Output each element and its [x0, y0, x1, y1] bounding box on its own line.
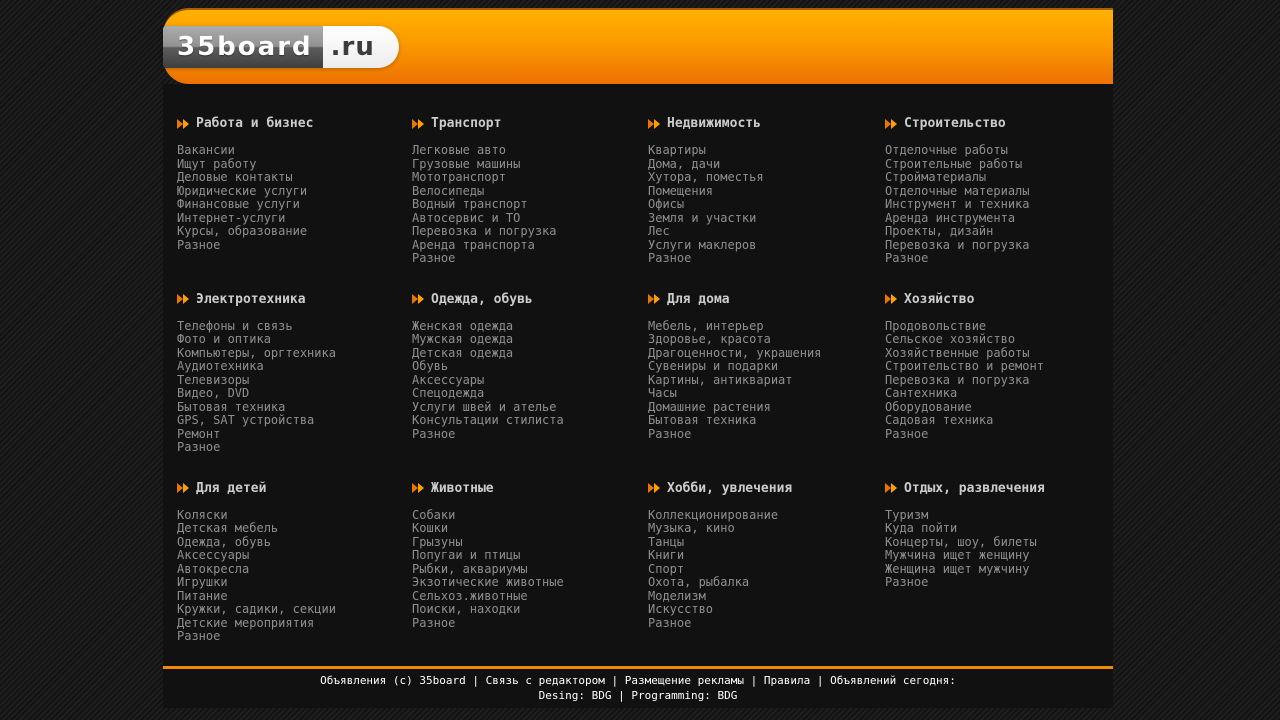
category-link[interactable]: Разное: [177, 237, 221, 252]
category-section: [648, 292, 885, 442]
category-link[interactable]: Автосервис и ТО: [412, 210, 521, 225]
footer-link[interactable]: Размещение рекламы: [624, 674, 744, 687]
category-link[interactable]: Сельское хозяйство: [885, 332, 1016, 346]
category-link-list: [412, 320, 648, 442]
site-wrapper: [163, 0, 1113, 708]
category-title-label: Работа и бизнес: [196, 116, 314, 131]
category-link[interactable]: Аксессуары: [412, 372, 485, 387]
category-link[interactable]: Питание: [177, 588, 228, 603]
category-link[interactable]: Домашние растения: [648, 399, 771, 414]
category-link[interactable]: Спорт: [648, 561, 685, 576]
double-arrow-icon: [412, 294, 424, 304]
category-link[interactable]: Разное: [177, 440, 221, 454]
category-link[interactable]: Строительство и ремонт: [885, 359, 1044, 373]
category-section: [885, 116, 1103, 266]
category-link[interactable]: Перевозка и погрузка: [885, 372, 1030, 387]
category-link[interactable]: Сельхоз.животные: [412, 588, 528, 603]
category-title[interactable]: [885, 292, 1103, 307]
category-link[interactable]: Моделизм: [648, 588, 706, 603]
category-link[interactable]: Помещения: [648, 183, 714, 198]
category-link[interactable]: Собаки: [412, 507, 456, 522]
category-link[interactable]: Спецодежда: [412, 386, 485, 400]
category-link[interactable]: Легковые авто: [412, 143, 506, 157]
category-link[interactable]: Грузовые машины: [412, 156, 521, 171]
footer-separator: |: [604, 674, 625, 687]
category-link[interactable]: Проекты, дизайн: [885, 224, 994, 238]
category-link[interactable]: Игрушки: [177, 575, 228, 589]
category-link[interactable]: Лес: [648, 224, 670, 238]
category-link[interactable]: Здоровье, красота: [648, 332, 771, 346]
category-link[interactable]: Музыка, кино: [648, 521, 735, 535]
footer-text: Объявлений сегодня:: [830, 674, 956, 687]
category-link[interactable]: Мебель, интерьер: [648, 318, 764, 333]
category-link[interactable]: Детская одежда: [412, 345, 514, 360]
category-link[interactable]: Бытовая техника: [648, 413, 757, 427]
category-title[interactable]: [412, 292, 648, 307]
category-link[interactable]: Перевозка и погрузка: [885, 237, 1030, 252]
category-link[interactable]: Деловые контакты: [177, 170, 293, 184]
category-link[interactable]: Драгоценности, украшения: [648, 345, 822, 360]
category-title-label: Транспорт: [431, 116, 502, 131]
category-link[interactable]: Кружки, садики, секции: [177, 602, 336, 616]
category-link[interactable]: Отделочные работы: [885, 143, 1008, 157]
category-title[interactable]: [177, 292, 412, 307]
double-arrow-icon: [412, 119, 424, 129]
double-arrow-icon: [177, 119, 189, 129]
category-title-label: Для детей: [196, 480, 267, 496]
footer-link[interactable]: Правила: [763, 674, 811, 687]
category-link[interactable]: Видео, DVD: [177, 386, 250, 400]
category-title-label: Строительство: [904, 116, 1006, 131]
category-link[interactable]: Аксессуары: [177, 548, 250, 562]
category-title[interactable]: [412, 481, 648, 496]
category-title[interactable]: [177, 481, 412, 496]
footer-credits: Desing: BDG | Programming: BDG: [538, 689, 738, 702]
category-link[interactable]: Интернет-услуги: [177, 210, 286, 225]
category-title-label: Электротехника: [196, 291, 306, 307]
category-link-list: [648, 320, 885, 442]
category-link[interactable]: Мужчина ищет женщину: [885, 548, 1030, 562]
category-section: [177, 116, 412, 252]
category-link[interactable]: Мужская одежда: [412, 332, 514, 346]
category-link[interactable]: Коллекционирование: [648, 507, 779, 522]
category-link[interactable]: Садовая техника: [885, 413, 994, 427]
category-link[interactable]: Водный транспорт: [412, 197, 528, 211]
site-header: [163, 8, 1113, 84]
category-link[interactable]: Мототранспорт: [412, 170, 506, 184]
category-link[interactable]: Телевизоры: [177, 372, 250, 387]
category-link[interactable]: Одежда, обувь: [177, 534, 271, 549]
category-link[interactable]: Поиски, находки: [412, 602, 521, 616]
category-title-label: Хозяйство: [904, 291, 975, 307]
category-link-list: [885, 320, 1103, 442]
site-logo[interactable]: [163, 26, 399, 68]
category-title[interactable]: [177, 116, 412, 131]
category-section: [177, 292, 412, 455]
category-link[interactable]: Женщина ищет мужчину: [885, 561, 1030, 576]
category-link[interactable]: Искусство: [648, 602, 714, 616]
category-link[interactable]: Консультации стилиста: [412, 413, 564, 427]
double-arrow-icon: [885, 483, 897, 493]
category-link[interactable]: Разное: [648, 426, 692, 441]
category-link[interactable]: Вакансии: [177, 143, 235, 157]
category-link-list: [177, 144, 412, 252]
footer-separator: |: [743, 674, 764, 687]
category-link[interactable]: Продовольствие: [885, 318, 987, 333]
logo-tld-text: .ru: [323, 26, 399, 68]
footer-separator: |: [810, 674, 831, 687]
category-title-label: Одежда, обувь: [431, 291, 533, 307]
category-link[interactable]: Экзотические животные: [412, 575, 564, 589]
category-title-label: Для дома: [667, 291, 730, 307]
footer-link[interactable]: Связь с редактором: [485, 674, 605, 687]
category-link-list: [885, 144, 1103, 266]
category-link[interactable]: Кошки: [412, 521, 449, 535]
category-link-list: [177, 509, 412, 644]
category-link[interactable]: Хозяйственные работы: [885, 345, 1030, 360]
double-arrow-icon: [885, 294, 897, 304]
category-link-list: [885, 509, 1103, 590]
category-link[interactable]: Охота, рыбалка: [648, 575, 750, 589]
category-link[interactable]: Земля и участки: [648, 210, 757, 225]
category-section: [412, 481, 648, 631]
category-title[interactable]: [885, 116, 1103, 131]
category-link-list: [412, 509, 648, 631]
site-footer: [163, 666, 1113, 708]
categories-grid: [163, 84, 1113, 666]
category-section: [412, 116, 648, 266]
category-link[interactable]: Детская мебель: [177, 521, 279, 535]
category-link[interactable]: Куда пойти: [885, 521, 958, 535]
category-link[interactable]: Автокресла: [177, 561, 250, 576]
category-link-list: [177, 320, 412, 455]
category-link[interactable]: Концерты, шоу, билеты: [885, 534, 1037, 549]
category-link-list: [648, 144, 885, 266]
category-link[interactable]: Услуги швей и ателье: [412, 399, 557, 414]
category-link[interactable]: Коляски: [177, 507, 228, 522]
category-link[interactable]: Грызуны: [412, 534, 463, 549]
category-link[interactable]: Разное: [648, 615, 692, 630]
category-link[interactable]: Разное: [885, 426, 929, 441]
category-link[interactable]: Разное: [412, 615, 456, 630]
category-link[interactable]: Компьютеры, оргтехника: [177, 345, 336, 360]
category-section: [648, 481, 885, 631]
category-section: [412, 292, 648, 442]
category-link-list: [648, 509, 885, 631]
footer-separator: |: [465, 674, 486, 687]
double-arrow-icon: [648, 119, 660, 129]
category-section: [885, 292, 1103, 442]
category-link[interactable]: Разное: [885, 251, 929, 265]
category-title-label: Недвижимость: [667, 116, 761, 131]
category-section: [648, 116, 885, 266]
category-link[interactable]: Фото и оптика: [177, 332, 271, 346]
category-link[interactable]: Юридические услуги: [177, 183, 308, 198]
category-title[interactable]: [648, 292, 885, 307]
category-link[interactable]: Телефоны и связь: [177, 318, 293, 333]
category-link[interactable]: Бытовая техника: [177, 399, 286, 414]
category-link[interactable]: Ищут работу: [177, 156, 257, 171]
category-link[interactable]: Туризм: [885, 507, 929, 522]
category-link[interactable]: Отделочные материалы: [885, 183, 1030, 198]
category-link[interactable]: Женская одежда: [412, 318, 514, 333]
footer-text: Объявления (c) 35board: [320, 674, 466, 687]
category-link[interactable]: GPS, SAT устройства: [177, 413, 315, 427]
category-link[interactable]: Хутора, поместья: [648, 170, 764, 184]
category-link[interactable]: Строительные работы: [885, 156, 1023, 171]
category-title[interactable]: [648, 481, 885, 496]
category-link[interactable]: Детские мероприятия: [177, 615, 315, 630]
category-link[interactable]: Квартиры: [648, 143, 706, 157]
category-link[interactable]: Аренда транспорта: [412, 237, 535, 252]
category-link[interactable]: Аренда инструмента: [885, 210, 1016, 225]
footer-links-row: [163, 669, 1113, 688]
category-title[interactable]: [885, 481, 1103, 496]
category-link[interactable]: Разное: [412, 251, 456, 265]
category-link[interactable]: Разное: [648, 251, 692, 265]
category-link[interactable]: Рыбки, аквариумы: [412, 561, 528, 576]
category-link[interactable]: Ремонт: [177, 426, 221, 441]
category-link[interactable]: Курсы, образование: [177, 224, 308, 238]
category-link[interactable]: Картины, антиквариат: [648, 372, 793, 387]
category-link[interactable]: Часы: [648, 386, 677, 400]
double-arrow-icon: [177, 483, 189, 493]
category-title[interactable]: [648, 116, 885, 131]
double-arrow-icon: [177, 294, 189, 304]
category-title-label: Хобби, увлечения: [667, 480, 793, 496]
category-link[interactable]: Обувь: [412, 359, 449, 373]
category-link[interactable]: Сувениры и подарки: [648, 359, 779, 373]
category-link[interactable]: Офисы: [648, 197, 685, 211]
category-link[interactable]: Перевозка и погрузка: [412, 224, 557, 238]
category-title[interactable]: [412, 116, 648, 131]
double-arrow-icon: [885, 119, 897, 129]
category-link[interactable]: Книги: [648, 548, 685, 562]
category-link[interactable]: Дома, дачи: [648, 156, 721, 171]
category-title-label: Отдых, развлечения: [904, 480, 1045, 496]
category-link[interactable]: Разное: [885, 575, 929, 589]
category-link[interactable]: Сантехника: [885, 386, 958, 400]
double-arrow-icon: [648, 483, 660, 493]
category-link[interactable]: Попугаи и птицы: [412, 548, 521, 562]
logo-text: 35board: [163, 26, 323, 68]
category-section: [177, 481, 412, 644]
double-arrow-icon: [412, 483, 424, 493]
category-link[interactable]: Танцы: [648, 534, 685, 549]
category-link[interactable]: Услуги маклеров: [648, 237, 757, 252]
category-section: [885, 481, 1103, 590]
category-link[interactable]: Инструмент и техника: [885, 197, 1030, 211]
category-link[interactable]: Разное: [177, 629, 221, 643]
category-link[interactable]: Стройматериалы: [885, 170, 987, 184]
category-title-label: Животные: [431, 480, 494, 496]
category-link[interactable]: Финансовые услуги: [177, 197, 300, 211]
category-link[interactable]: Оборудование: [885, 399, 972, 414]
category-link[interactable]: Разное: [412, 426, 456, 441]
double-arrow-icon: [648, 294, 660, 304]
category-link[interactable]: Аудиотехника: [177, 359, 264, 373]
category-link-list: [412, 144, 648, 266]
category-link[interactable]: Велосипеды: [412, 183, 485, 198]
